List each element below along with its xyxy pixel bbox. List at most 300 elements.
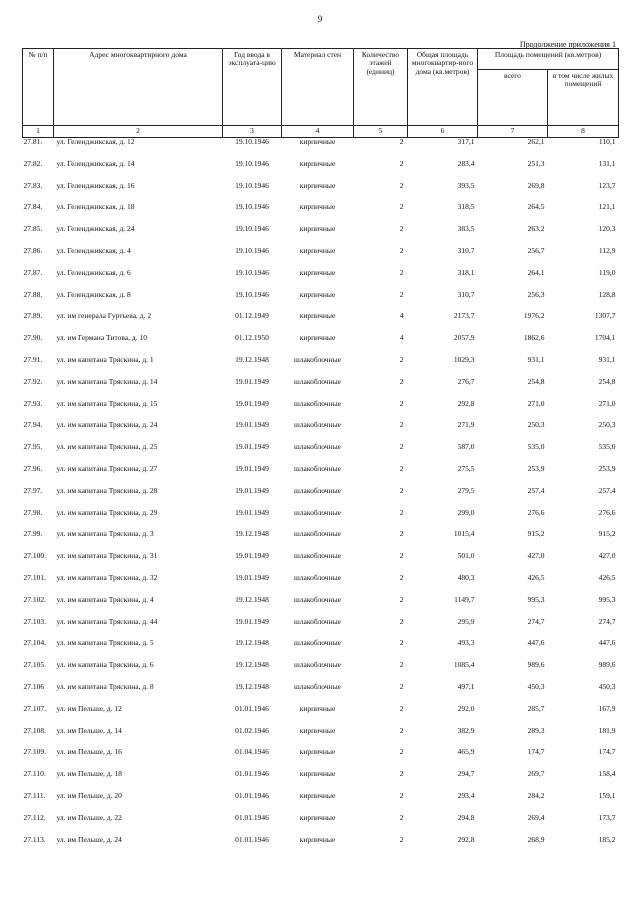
total-area-cell: 292,0 — [457, 704, 475, 713]
year-cell: 19.12.1948 — [235, 682, 269, 691]
address-cell: ул. им капитана Тряскина, д. 5 — [56, 639, 154, 648]
material-cell: кирпичные — [299, 225, 336, 234]
table-row — [23, 836, 619, 858]
floors-cell: 2 — [399, 595, 404, 604]
row-number: 27.94. — [23, 421, 43, 430]
row-number: 27.82. — [23, 159, 43, 168]
table-row — [23, 247, 619, 269]
row-number: 27.98. — [23, 508, 43, 517]
total-area-cell: 501,0 — [457, 552, 475, 561]
row-number: 27.100. — [23, 552, 46, 561]
total-area-cell: 299,0 — [457, 508, 475, 517]
area-all-cell: 995,3 — [527, 595, 545, 604]
row-number: 27.105. — [23, 661, 46, 670]
year-cell: 19.01.1949 — [235, 421, 269, 430]
area-living-cell: 185,2 — [598, 835, 616, 844]
address-cell: ул. им капитана Тряскина, д. 32 — [56, 573, 158, 582]
year-cell: 01.12.1949 — [235, 312, 269, 321]
row-number: 27.88. — [23, 290, 43, 299]
total-area-cell: 1149,7 — [454, 595, 475, 604]
year-cell: 19.12.1948 — [235, 661, 269, 670]
header-area-all: всего — [478, 70, 548, 126]
area-all-cell: 535,0 — [527, 443, 545, 452]
material-cell: шлакоблочные — [294, 552, 341, 561]
area-all-cell: 264,5 — [527, 203, 545, 212]
area-living-cell: 931,1 — [598, 355, 616, 364]
area-living-cell: 121,1 — [598, 203, 616, 212]
table-row — [23, 421, 619, 443]
row-number: 27.108. — [23, 726, 46, 735]
address-cell: ул. им капитана Тряскина, д. 8 — [56, 682, 154, 691]
table-row — [23, 552, 619, 574]
total-area-cell: 293,4 — [457, 791, 475, 800]
row-number: 27.112. — [23, 813, 46, 822]
area-living-cell: 447,6 — [598, 639, 616, 648]
area-all-cell: 285,7 — [527, 704, 545, 713]
floors-cell: 2 — [399, 159, 404, 168]
year-cell: 19.01.1949 — [235, 464, 269, 473]
table-row — [23, 748, 619, 770]
year-cell: 01.12.1950 — [235, 334, 269, 343]
total-area-cell: 294,8 — [457, 813, 475, 822]
year-cell: 19.01.1949 — [235, 573, 269, 582]
area-all-cell: 268,9 — [527, 835, 545, 844]
header-address: Адрес многоквартирного дома — [54, 49, 223, 126]
floors-cell: 2 — [399, 399, 404, 408]
total-area-cell: 1029,3 — [453, 355, 475, 364]
area-living-cell: 174,7 — [598, 748, 616, 757]
area-all-cell: 250,3 — [527, 421, 545, 430]
area-all-cell: 257,4 — [527, 486, 545, 495]
row-number: 27.110. — [23, 770, 46, 779]
table-row — [23, 727, 619, 749]
year-cell: 19.01.1949 — [235, 552, 269, 561]
row-number: 27.89. — [23, 312, 43, 321]
floors-cell: 2 — [399, 639, 404, 648]
year-cell: 01.02.1946 — [235, 726, 269, 735]
area-living-cell: 427,0 — [598, 552, 616, 561]
area-all-cell: 989,6 — [527, 661, 545, 670]
floors-cell: 2 — [399, 137, 404, 146]
column-number: 1 — [23, 126, 54, 138]
material-cell: кирпичные — [299, 203, 336, 212]
table-row — [23, 269, 619, 291]
year-cell: 19.10.1946 — [235, 203, 269, 212]
material-cell: кирпичные — [299, 770, 336, 779]
floors-cell: 2 — [399, 661, 404, 670]
area-living-cell: 250,3 — [598, 421, 616, 430]
header-total-area: Общая площадь многоквартир-ного дома (кв.метров) — [408, 49, 478, 126]
area-all-cell: 262,1 — [527, 137, 545, 146]
year-cell: 19.10.1946 — [235, 290, 269, 299]
material-cell: шлакоблочные — [294, 661, 341, 670]
address-cell: ул. им капитана Тряскина, д. 14 — [56, 377, 158, 386]
floors-cell: 2 — [399, 617, 404, 626]
column-number: 6 — [408, 126, 478, 138]
address-cell: ул. им капитана Тряскина, д. 3 — [56, 530, 154, 539]
address-cell: ул. Геленджикская, д. 24 — [56, 225, 135, 234]
area-living-cell: 274,7 — [598, 617, 616, 626]
material-cell: кирпичные — [299, 268, 336, 277]
area-living-cell: 167,9 — [598, 704, 616, 713]
area-all-cell: 174,7 — [527, 748, 545, 757]
table-row — [23, 400, 619, 422]
area-all-cell: 426,5 — [527, 573, 545, 582]
floors-cell: 2 — [399, 355, 404, 364]
area-all-cell: 271,0 — [527, 399, 545, 408]
year-cell: 01.01.1946 — [235, 770, 269, 779]
table-body — [23, 138, 619, 858]
year-cell: 19.01.1949 — [235, 617, 269, 626]
floors-cell: 2 — [399, 225, 404, 234]
total-area-cell: 283,4 — [457, 159, 475, 168]
table-row — [23, 661, 619, 683]
area-living-cell: 110,1 — [598, 137, 616, 146]
floors-cell: 2 — [399, 486, 404, 495]
row-number: 27.97. — [23, 486, 43, 495]
area-all-cell: 1976,2 — [523, 312, 545, 321]
total-area-cell: 1085,4 — [453, 661, 475, 670]
table-row — [23, 683, 619, 705]
row-number: 27.107. — [23, 704, 46, 713]
table-row — [23, 509, 619, 531]
material-cell: кирпичные — [299, 312, 336, 321]
table-row — [23, 443, 619, 465]
total-area-cell: 382,9 — [457, 726, 475, 735]
row-number: 27.111. — [23, 791, 46, 800]
row-number: 27.93. — [23, 399, 43, 408]
row-number: 27.99. — [23, 530, 43, 539]
year-cell: 19.10.1946 — [235, 225, 269, 234]
year-cell: 19.01.1949 — [235, 443, 269, 452]
area-living-cell: 131,1 — [598, 159, 616, 168]
total-area-cell: 317,1 — [457, 137, 475, 146]
column-number: 3 — [223, 126, 282, 138]
floors-cell: 4 — [399, 312, 404, 321]
column-number: 5 — [354, 126, 408, 138]
row-number: 27.90. — [23, 334, 43, 343]
material-cell: кирпичные — [299, 835, 336, 844]
material-cell: шлакоблочные — [294, 639, 341, 648]
area-all-cell: 254,8 — [527, 377, 545, 386]
area-all-cell: 274,7 — [527, 617, 545, 626]
row-number: 27.87. — [23, 268, 43, 277]
material-cell: шлакоблочные — [294, 595, 341, 604]
header-year: Год ввода в эксплуата-цию — [223, 49, 282, 126]
material-cell: кирпичные — [299, 290, 336, 299]
total-area-cell: 2173,7 — [453, 312, 475, 321]
material-cell: кирпичные — [299, 726, 336, 735]
address-cell: ул. им Пельше, д. 20 — [56, 791, 122, 800]
address-cell: ул. им капитана Тряскина, д. 15 — [56, 399, 158, 408]
floors-cell: 2 — [399, 181, 404, 190]
address-cell: ул. им капитана Тряскина, д. 4 — [56, 595, 154, 604]
material-cell: кирпичные — [299, 181, 336, 190]
registry-table — [22, 48, 619, 857]
year-cell: 19.01.1949 — [235, 377, 269, 386]
floors-cell: 2 — [399, 552, 404, 561]
year-cell: 01.01.1946 — [235, 813, 269, 822]
address-cell: ул. им капитана Тряскина, д. 27 — [56, 464, 158, 473]
material-cell: кирпичные — [299, 791, 336, 800]
table-row — [23, 770, 619, 792]
address-cell: ул. Геленджикская, д. 12 — [56, 137, 135, 146]
year-cell: 19.01.1949 — [235, 399, 269, 408]
area-living-cell: 159,1 — [598, 791, 616, 800]
total-area-cell: 493,3 — [457, 639, 475, 648]
area-living-cell: 995,3 — [598, 595, 616, 604]
page-number: 9 — [317, 14, 323, 24]
address-cell: ул. им Пельше, д. 12 — [56, 704, 122, 713]
row-number: 27.91. — [23, 355, 43, 364]
floors-cell: 2 — [399, 530, 404, 539]
floors-cell: 2 — [399, 573, 404, 582]
column-number: 2 — [54, 126, 223, 138]
area-all-cell: 447,6 — [527, 639, 545, 648]
table-row — [23, 530, 619, 552]
total-area-cell: 294,7 — [457, 770, 475, 779]
area-living-cell: 181,9 — [598, 726, 616, 735]
address-cell: ул. Геленджикская, д. 16 — [56, 181, 135, 190]
material-cell: шлакоблочные — [294, 617, 341, 626]
table-row — [23, 618, 619, 640]
row-number: 27.83. — [23, 181, 43, 190]
floors-cell: 2 — [399, 791, 404, 800]
area-living-cell: 123,7 — [598, 181, 616, 190]
total-area-cell: 292,8 — [457, 835, 475, 844]
area-living-cell: 254,8 — [598, 377, 616, 386]
address-cell: ул. Геленджикская, д. 14 — [56, 159, 135, 168]
material-cell: шлакоблочные — [294, 421, 341, 430]
area-living-cell: 989,6 — [598, 661, 616, 670]
total-area-cell: 480,3 — [457, 573, 475, 582]
row-number: 27.84. — [23, 203, 43, 212]
area-living-cell: 426,5 — [598, 573, 616, 582]
address-cell: ул. Геленджикская, д. 4 — [56, 246, 131, 255]
year-cell: 19.01.1949 — [235, 486, 269, 495]
floors-cell: 2 — [399, 290, 404, 299]
year-cell: 19.12.1948 — [235, 639, 269, 648]
row-number: 27.86. — [23, 246, 43, 255]
floors-cell: 2 — [399, 443, 404, 452]
floors-cell: 4 — [399, 334, 404, 343]
year-cell: 01.01.1946 — [235, 704, 269, 713]
material-cell: кирпичные — [299, 334, 336, 343]
table-row — [23, 814, 619, 836]
area-living-cell: 1307,7 — [594, 312, 616, 321]
year-cell: 19.01.1949 — [235, 508, 269, 517]
year-cell: 01.01.1946 — [235, 791, 269, 800]
area-living-cell: 173,7 — [598, 813, 616, 822]
header-floors: Количество этажей (единиц) — [354, 49, 408, 126]
column-number: 8 — [548, 126, 619, 138]
address-cell: ул. им капитана Тряскина, д. 6 — [56, 661, 154, 670]
year-cell: 19.10.1946 — [235, 246, 269, 255]
row-number: 27.109. — [23, 748, 46, 757]
material-cell: шлакоблочные — [294, 573, 341, 582]
table-row — [23, 639, 619, 661]
row-number: 27.103. — [23, 617, 46, 626]
total-area-cell: 587,0 — [457, 443, 475, 452]
area-living-cell: 120,3 — [598, 225, 616, 234]
material-cell: шлакоблочные — [294, 464, 341, 473]
address-cell: ул. им капитана Тряскина, д. 44 — [56, 617, 158, 626]
floors-cell: 2 — [399, 813, 404, 822]
material-cell: шлакоблочные — [294, 530, 341, 539]
total-area-cell: 318,5 — [457, 203, 475, 212]
table-row — [23, 182, 619, 204]
area-all-cell: 263,2 — [527, 225, 545, 234]
address-cell: ул. им капитана Тряскина, д. 25 — [56, 443, 158, 452]
material-cell: кирпичные — [299, 137, 336, 146]
area-living-cell: 915,2 — [598, 530, 616, 539]
floors-cell: 2 — [399, 421, 404, 430]
floors-cell: 2 — [399, 377, 404, 386]
total-area-cell: 310,7 — [457, 246, 475, 255]
material-cell: кирпичные — [299, 748, 336, 757]
address-cell: ул. им капитана Тряскина, д. 31 — [56, 552, 158, 561]
table-header — [23, 49, 619, 138]
address-cell: ул. Геленджикская, д. 6 — [56, 268, 131, 277]
table-row — [23, 160, 619, 182]
area-all-cell: 269,7 — [527, 770, 545, 779]
total-area-cell: 465,9 — [457, 748, 475, 757]
address-cell: ул. Геленджикская, д. 18 — [56, 203, 135, 212]
address-cell: ул. им Пельше, д. 22 — [56, 813, 122, 822]
area-living-cell: 253,9 — [598, 464, 616, 473]
column-number: 4 — [282, 126, 354, 138]
header-wall-material: Материал стен — [282, 49, 354, 126]
header-number: № п/п — [23, 49, 54, 126]
table-row — [23, 334, 619, 356]
area-all-cell: 915,2 — [527, 530, 545, 539]
total-area-cell: 275,5 — [457, 464, 475, 473]
total-area-cell: 1015,4 — [453, 530, 475, 539]
total-area-cell: 383,5 — [457, 225, 475, 234]
area-living-cell: 158,4 — [598, 770, 616, 779]
year-cell: 19.10.1946 — [235, 137, 269, 146]
floors-cell: 2 — [399, 246, 404, 255]
floors-cell: 2 — [399, 203, 404, 212]
area-all-cell: 1862,6 — [523, 334, 545, 343]
material-cell: шлакоблочные — [294, 355, 341, 364]
address-cell: ул. им Пельше, д. 18 — [56, 770, 122, 779]
table-row — [23, 574, 619, 596]
total-area-cell: 271,9 — [457, 421, 475, 430]
address-cell: ул. им генерала Гуртьева, д. 2 — [56, 312, 152, 321]
material-cell: шлакоблочные — [294, 682, 341, 691]
area-living-cell: 128,8 — [598, 290, 616, 299]
area-living-cell: 112,9 — [598, 246, 616, 255]
row-number: 27.106 — [23, 682, 45, 691]
header-area-living: в том числе жилых помещений — [548, 70, 619, 126]
year-cell: 19.10.1946 — [235, 181, 269, 190]
table-row — [23, 487, 619, 509]
floors-cell: 2 — [399, 268, 404, 277]
area-living-cell: 271,0 — [598, 399, 616, 408]
floors-cell: 2 — [399, 704, 404, 713]
table-row — [23, 291, 619, 313]
material-cell: шлакоблочные — [294, 377, 341, 386]
year-cell: 19.12.1948 — [235, 530, 269, 539]
material-cell: шлакоблочные — [294, 508, 341, 517]
area-all-cell: 269,4 — [527, 813, 545, 822]
row-number: 27.102. — [23, 595, 46, 604]
year-cell: 19.12.1948 — [235, 355, 269, 364]
area-living-cell: 119,0 — [598, 268, 616, 277]
table-row — [23, 792, 619, 814]
row-number: 27.104. — [23, 639, 46, 648]
total-area-cell: 2057,9 — [453, 334, 475, 343]
table-row — [23, 203, 619, 225]
material-cell: кирпичные — [299, 813, 336, 822]
year-cell: 19.10.1946 — [235, 159, 269, 168]
area-all-cell: 427,0 — [527, 552, 545, 561]
row-number: 27.81. — [23, 137, 43, 146]
header-premises-area: Площадь помещений (кв.метров) — [478, 49, 619, 70]
total-area-cell: 276,7 — [457, 377, 475, 386]
table-row — [23, 596, 619, 618]
table-row — [23, 465, 619, 487]
area-living-cell: 257,4 — [598, 486, 616, 495]
column-number-row — [23, 126, 619, 138]
total-area-cell: 393,5 — [457, 181, 475, 190]
total-area-cell: 279,5 — [457, 486, 475, 495]
address-cell: ул. им капитана Тряскина, д. 24 — [56, 421, 158, 430]
table-row — [23, 225, 619, 247]
floors-cell: 2 — [399, 508, 404, 517]
area-all-cell: 256,3 — [527, 290, 545, 299]
address-cell: ул. им Пельше, д. 14 — [56, 726, 122, 735]
area-all-cell: 284,2 — [527, 791, 545, 800]
address-cell: ул. им Пельше, д. 16 — [56, 748, 122, 757]
total-area-cell: 310,7 — [457, 290, 475, 299]
area-living-cell: 450,3 — [598, 682, 616, 691]
row-number: 27.85. — [23, 225, 43, 234]
row-number: 27.95. — [23, 443, 43, 452]
address-cell: ул. им капитана Тряскина, д. 29 — [56, 508, 158, 517]
total-area-cell: 318,1 — [457, 268, 475, 277]
row-number: 27.113. — [23, 835, 46, 844]
floors-cell: 2 — [399, 835, 404, 844]
total-area-cell: 292,8 — [457, 399, 475, 408]
year-cell: 19.10.1946 — [235, 268, 269, 277]
year-cell: 01.04.1946 — [235, 748, 269, 757]
address-cell: ул. им капитана Тряскина, д. 1 — [56, 355, 154, 364]
continuation-note: Продолжение приложения 1 — [519, 40, 616, 49]
floors-cell: 2 — [399, 770, 404, 779]
column-number: 7 — [478, 126, 548, 138]
address-cell: ул. Геленджикская, д. 8 — [56, 290, 131, 299]
floors-cell: 2 — [399, 748, 404, 757]
area-all-cell: 450,3 — [527, 682, 545, 691]
area-all-cell: 289,3 — [527, 726, 545, 735]
material-cell: шлакоблочные — [294, 399, 341, 408]
area-all-cell: 276,6 — [527, 508, 545, 517]
area-all-cell: 253,9 — [527, 464, 545, 473]
address-cell: ул. им Германа Титова, д. 10 — [56, 334, 147, 343]
table-row — [23, 312, 619, 334]
area-all-cell: 251,3 — [527, 159, 545, 168]
address-cell: ул. им Пельше, д. 24 — [56, 835, 122, 844]
year-cell: 01.01.1946 — [235, 835, 269, 844]
area-living-cell: 1704,1 — [594, 334, 616, 343]
material-cell: кирпичные — [299, 704, 336, 713]
row-number: 27.96. — [23, 464, 43, 473]
total-area-cell: 295,9 — [457, 617, 475, 626]
table-row — [23, 705, 619, 727]
material-cell: кирпичные — [299, 246, 336, 255]
